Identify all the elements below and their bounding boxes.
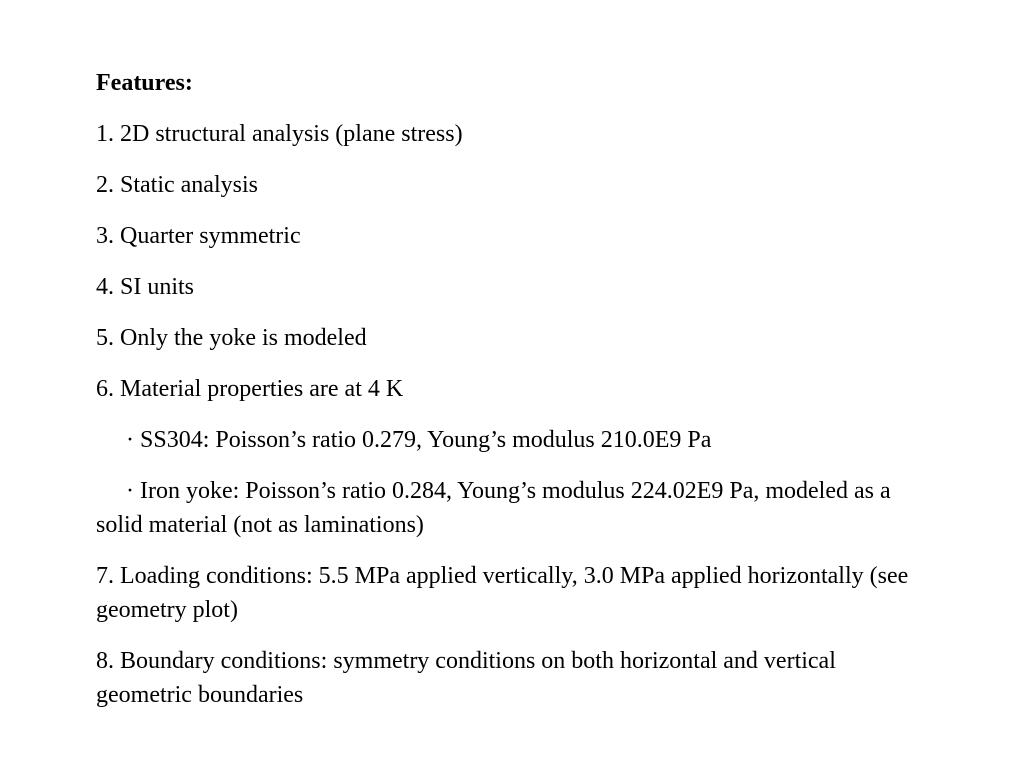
features-heading: Features: bbox=[96, 70, 193, 96]
list-item-2: 2. Static analysis bbox=[96, 172, 258, 198]
list-item-4: 4. SI units bbox=[96, 274, 195, 300]
sub-item-ss304: · SS304: Poisson’s ratio 0.279, Young’s modulus 210.0E9 Pa bbox=[126, 427, 712, 453]
list-item-3: 3. Quarter symmetric bbox=[96, 223, 301, 249]
list-item-8: 8. Boundary conditions: symmetry conditions on both horizontal and vertical geometric boundaries bbox=[96, 648, 836, 708]
sub-item-iron-yoke: · Iron yoke: Poisson’s ratio 0.284, Young’s modulus 224.02E9 Pa, modeled as a solid material (not as laminations) bbox=[96, 478, 891, 538]
list-item-5: 5. Only the yoke is modeled bbox=[96, 325, 367, 351]
list-item-6: 6. Material properties are at 4 K bbox=[96, 376, 404, 402]
slide-content bbox=[96, 66, 916, 729]
list-item-1: 1. 2D structural analysis (plane stress) bbox=[96, 121, 463, 147]
list-item-7: 7. Loading conditions: 5.5 MPa applied vertically, 3.0 MPa applied horizontally (see geometry plot) bbox=[96, 563, 909, 623]
